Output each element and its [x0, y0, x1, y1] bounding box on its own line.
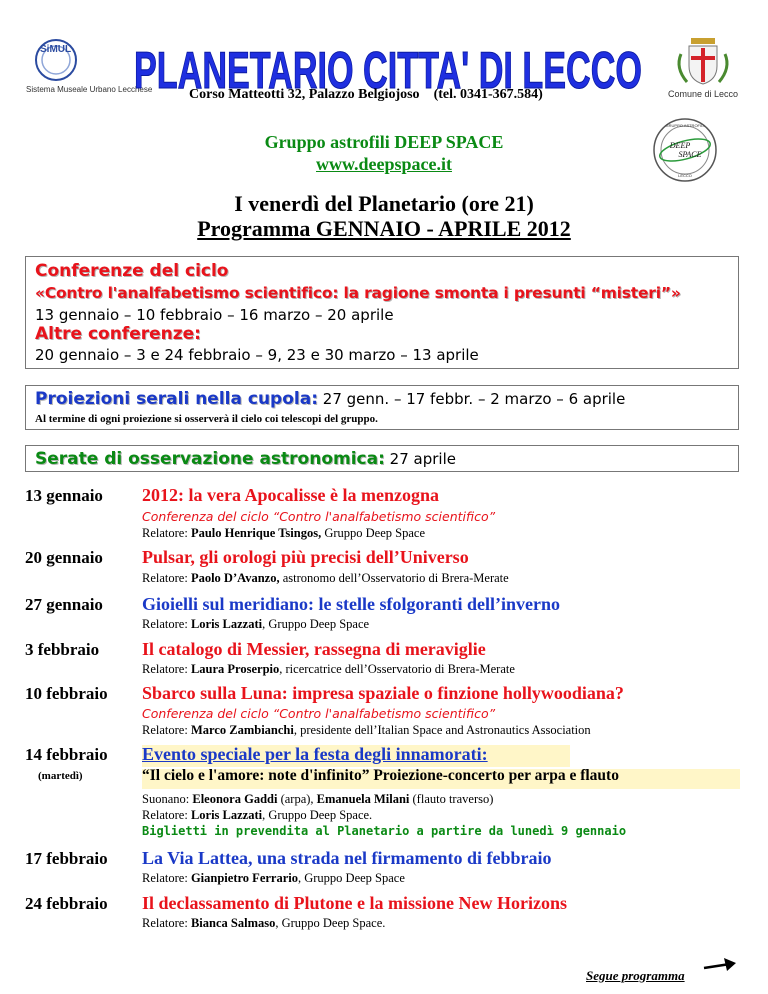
event-day: (martedì) — [38, 770, 83, 782]
speaker-label: Relatore: — [142, 571, 191, 585]
projections-box — [25, 385, 739, 430]
speaker-affiliation: , Gruppo Deep Space — [297, 871, 405, 885]
event-speaker — [142, 808, 372, 823]
speaker-name: Bianca Salmaso — [190, 916, 276, 930]
event-title: La Via Lattea, una strada nel firmamento di febbraio — [142, 848, 552, 868]
event-speaker — [142, 723, 591, 738]
speaker-label: Relatore: — [142, 617, 191, 631]
speaker-affiliation: , Gruppo Deep Space — [262, 617, 370, 631]
speaker-name: Marco Zambianchi — [190, 723, 294, 737]
observation-box — [25, 445, 739, 472]
arrow-right-icon — [700, 956, 740, 976]
conferences-title: Conferenze del ciclo — [35, 261, 229, 281]
event-date: 14 febbraio — [25, 745, 108, 764]
deep-space-logo — [652, 117, 718, 183]
speaker-label: Relatore: — [142, 871, 191, 885]
continue-link[interactable]: Segue programma — [586, 968, 685, 983]
simul-logo — [26, 38, 153, 100]
speaker-label: Relatore: — [142, 662, 191, 676]
cycle-dates: 13 gennaio – 10 febbraio – 16 marzo – 20 aprile — [35, 306, 394, 324]
event-title: 2012: la vera Apocalisse è la menzogna — [142, 485, 439, 505]
other-conferences-title: Altre conferenze: — [35, 324, 201, 344]
cycle-name: «Contro l'analfabetismo scientifico: la ragione smonta i presunti “misteri”» — [35, 284, 681, 302]
event-title: Il catalogo di Messier, rassegna di meraviglie — [142, 639, 486, 659]
speaker-label: Relatore: — [142, 526, 191, 540]
event-speaker — [142, 617, 369, 632]
simul-logo-icon — [26, 38, 86, 84]
event-date: 10 febbraio — [25, 684, 108, 703]
performer-role: (arpa), — [277, 792, 317, 806]
special-event-title: Evento speciale per la festa degli innamorati: — [142, 744, 488, 764]
event-date: 3 febbraio — [25, 640, 100, 659]
observation-title: Serate di osservazione astronomica: — [35, 449, 385, 469]
group-site-link[interactable]: www.deepspace.it — [316, 154, 452, 174]
speaker-affiliation: , Gruppo Deep Space. — [275, 916, 386, 930]
event-title: Gioielli sul meridiano: le stelle sfolgoranti dell’inverno — [142, 594, 560, 614]
performer-name: Eleonora Gaddi — [192, 792, 278, 806]
event-title: Sbarco sulla Luna: impresa spaziale o finzione hollywoodiana? — [142, 683, 624, 703]
speaker-name: Loris Lazzati — [190, 617, 263, 631]
event-speaker — [142, 662, 515, 677]
event-date: 13 gennaio — [25, 486, 103, 505]
event-speaker — [142, 916, 385, 931]
main-title-text: PLANETARIO CITTA' DI LECCO — [134, 42, 642, 100]
speaker-label: Relatore: — [142, 808, 191, 822]
program-subtitle: I venerdì del Planetario (ore 21) — [234, 191, 534, 216]
event-title: Il declassamento di Plutone e la missione New Horizons — [142, 893, 567, 913]
program-title: Programma GENNAIO - APRILE 2012 — [197, 216, 571, 241]
phone: (tel. 0341-367.584) — [433, 87, 543, 102]
other-conferences-dates: 20 gennaio – 3 e 24 febbraio – 9, 23 e 30 marzo – 13 aprile — [35, 346, 479, 364]
speaker-name: Paolo D’Avanzo, — [190, 571, 280, 585]
speaker-name: Loris Lazzati — [190, 808, 263, 822]
projections-line — [35, 389, 625, 409]
address-text: Corso Matteotti 32, Palazzo Belgiojoso — [189, 87, 420, 102]
projections-title: Proiezioni serali nella cupola: — [35, 389, 319, 409]
address — [189, 87, 543, 103]
speaker-name: Gianpietro Ferrario — [190, 871, 298, 885]
projections-note: Al termine di ogni proiezione si osserverà il cielo coi telescopi del gruppo. — [35, 413, 378, 425]
speaker-label: Relatore: — [142, 723, 191, 737]
coat-of-arms-icon — [663, 34, 743, 88]
speaker-affiliation: , presidente dell’Italian Space and Astronautics Association — [293, 723, 591, 737]
event-speaker — [142, 526, 425, 541]
special-event-subtitle: “Il cielo e l'amore: note d'infinito” Proiezione-concerto per arpa e flauto — [142, 767, 619, 784]
event-date: 20 gennaio — [25, 548, 103, 567]
performer-name: Emanuela Milani — [316, 792, 410, 806]
projections-dates: 27 genn. – 17 febbr. – 2 marzo – 6 aprile — [318, 390, 626, 408]
event-series: Conferenza del ciclo “Contro l'analfabetismo scientifico” — [142, 509, 496, 524]
event-date: 27 gennaio — [25, 595, 103, 614]
performers-label: Suonano: — [142, 792, 193, 806]
simul-logo-mark: SiMUL — [40, 44, 72, 55]
observation-line — [35, 449, 456, 469]
event-speaker — [142, 871, 405, 886]
group-name: Gruppo astrofili DEEP SPACE — [264, 132, 504, 152]
speaker-affiliation: astronomo dell’Osservatorio di Brera-Merate — [279, 571, 509, 585]
speaker-name: Laura Proserpio — [190, 662, 280, 676]
event-date: 17 febbraio — [25, 849, 108, 868]
tickets-note: Biglietti in prevendita al Planetario a partire da lunedì 9 gennaio — [142, 824, 627, 838]
comune-logo — [663, 34, 743, 102]
performer-role: (flauto traverso) — [409, 792, 494, 806]
comune-caption: Comune di Lecco — [667, 89, 739, 99]
speaker-affiliation: , ricercatrice dell’Osservatorio di Brera-Merate — [279, 662, 515, 676]
speaker-name: Paulo Henrique Tsingos, — [190, 526, 322, 540]
simul-caption: Sistema Museale Urbano Lecchese — [26, 85, 153, 94]
ds-logo-mid1: DEEP — [669, 141, 691, 150]
ds-logo-mid2: SPACE — [678, 150, 702, 159]
event-series: Conferenza del ciclo “Contro l'analfabetismo scientifico” — [142, 706, 496, 721]
speaker-affiliation: , Gruppo Deep Space. — [262, 808, 373, 822]
speaker-label: Relatore: — [142, 916, 191, 930]
event-speaker — [142, 571, 509, 586]
conferences-box — [25, 256, 739, 369]
ds-logo-top: GRUPPO ASTROFILI — [665, 123, 705, 128]
event-date: 24 febbraio — [25, 894, 108, 913]
speaker-affiliation: Gruppo Deep Space — [321, 526, 425, 540]
ds-logo-bottom: LECCO — [678, 173, 692, 178]
observation-date: 27 aprile — [384, 450, 456, 468]
event-title: Pulsar, gli orologi più precisi dell’Universo — [142, 547, 469, 567]
event-performers — [142, 792, 493, 807]
